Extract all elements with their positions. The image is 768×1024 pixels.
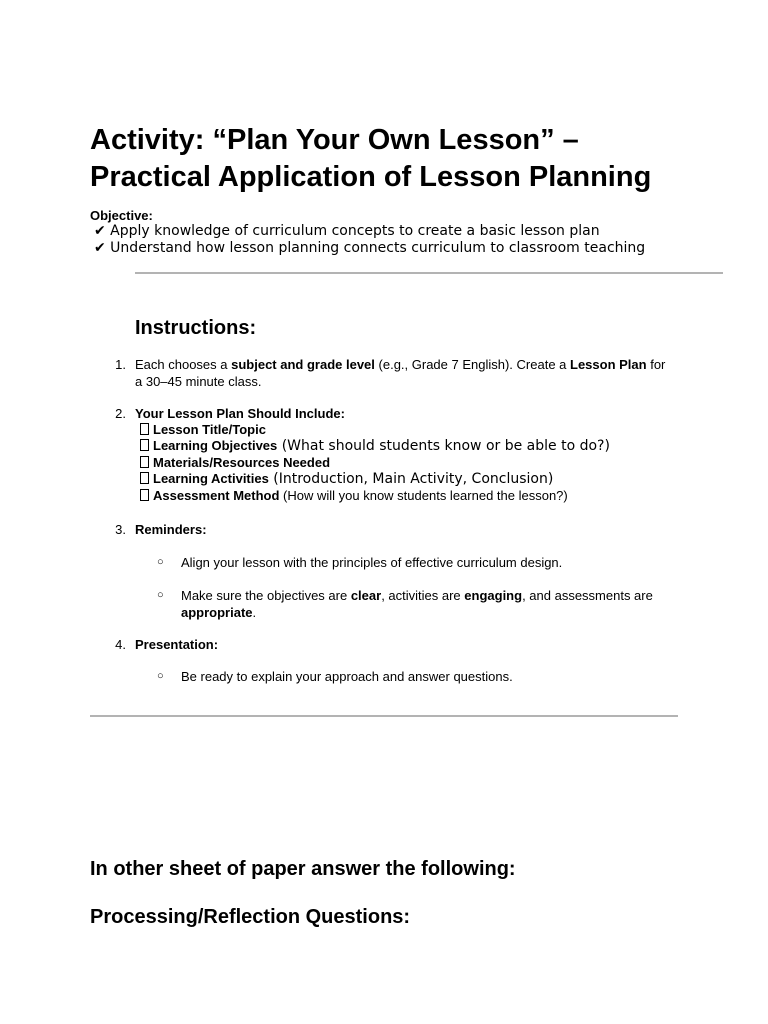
checklist-item [140, 438, 610, 455]
checkbox-icon [140, 423, 149, 435]
item-1-lesson-plan: Lesson Plan [570, 357, 647, 372]
checkbox-icon [140, 472, 149, 484]
item-3-number: 3. [115, 522, 126, 537]
checkbox-icon [140, 456, 149, 468]
checklist-item-label: Lesson Title/Topic [153, 422, 266, 437]
divider-top [135, 272, 723, 274]
checkbox-icon [140, 439, 149, 451]
circle-bullet-icon: ○ [157, 556, 164, 568]
reminder-2-clear: clear [350, 588, 382, 603]
title-line-1: Activity: “Plan Your Own Lesson” – [90, 124, 579, 156]
checklist-item [140, 422, 266, 439]
circle-bullet-icon: ○ [157, 670, 164, 682]
item-2-heading: Your Lesson Plan Should Include: [135, 406, 345, 421]
checkbox-icon [140, 489, 149, 501]
objective-label: Objective: [90, 208, 153, 223]
reminder-2-text: Make sure the objectives are [181, 588, 351, 603]
item-1-text [135, 356, 675, 390]
circle-bullet-icon: ○ [157, 589, 164, 601]
processing-heading: Processing/Reflection Questions: [90, 906, 411, 928]
presentation-note: Be ready to explain your approach and answer questions. [181, 669, 513, 684]
item-1-text-part: Each chooses a [135, 357, 232, 372]
checklist-item-label: Materials/Resources Needed [153, 455, 331, 470]
checklist-item-label: Learning Activities [153, 471, 269, 486]
item-3-heading: Reminders: [135, 522, 207, 537]
checklist-item [140, 488, 568, 505]
item-4-heading: Presentation: [135, 637, 219, 652]
page-title [90, 122, 730, 196]
item-4-number: 4. [115, 637, 126, 652]
reminder-2 [181, 587, 676, 621]
checklist-item [140, 455, 330, 472]
title-line-2: Practical Application of Lesson Planning [90, 161, 652, 193]
item-1-number: 1. [115, 357, 126, 372]
instructions-heading: Instructions: [135, 317, 257, 339]
checklist-item [140, 471, 553, 488]
item-2-number: 2. [115, 406, 126, 421]
divider-bottom [90, 715, 678, 717]
checklist-item-detail: (Introduction, Main Activity, Conclusion) [268, 471, 554, 487]
reminder-2-text: , and assessments are [522, 588, 653, 603]
checklist-item-label: Learning Objectives [153, 438, 278, 453]
item-1-subject-grade: subject and grade level [231, 357, 375, 372]
checklist-item-detail: (How will you know students learned the lesson?) [279, 488, 568, 503]
objective-item-2: ✔ Understand how lesson planning connects curriculum to classroom teaching [94, 240, 646, 256]
reminder-2-engaging: engaging [464, 588, 523, 603]
checklist-item-label: Assessment Method [153, 488, 280, 503]
item-1-text-part: (e.g., Grade 7 English). Create a [374, 357, 571, 372]
item-1-text-part: for a 30–45 minute class. [135, 357, 666, 389]
other-sheet-heading: In other sheet of paper answer the following: [90, 858, 516, 880]
reminder-2-text: , activities are [381, 588, 465, 603]
objective-item-1: ✔ Apply knowledge of curriculum concepts to create a basic lesson plan [94, 223, 600, 239]
checklist-item-detail: (What should students know or be able to do?) [277, 438, 610, 454]
reminder-2-text: . [252, 605, 257, 620]
reminder-2-appropriate: appropriate [181, 605, 253, 620]
reminder-1: Align your lesson with the principles of effective curriculum design. [181, 555, 563, 570]
